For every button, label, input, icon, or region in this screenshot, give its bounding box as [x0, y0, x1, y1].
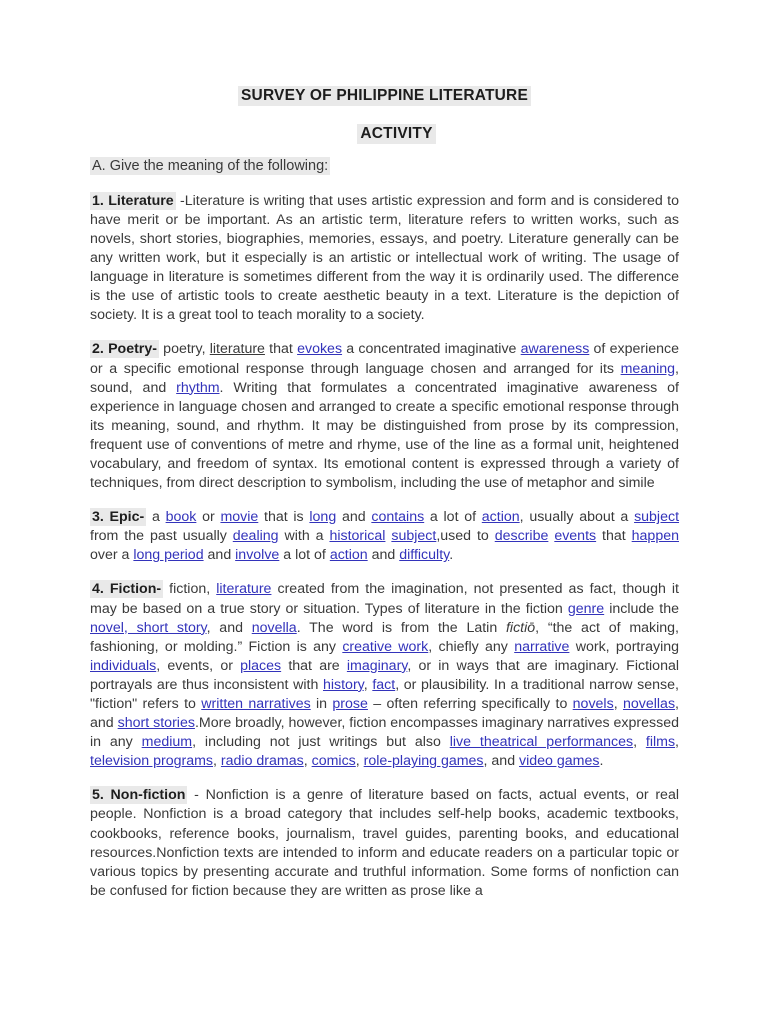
- body-text: a lot of: [279, 547, 330, 564]
- body-text: , “the act of making, fashioning, or molding.” Fiction is any: [90, 619, 679, 655]
- inline-link[interactable]: describe: [494, 528, 549, 545]
- inline-link[interactable]: book: [165, 509, 197, 526]
- body-text: fiction,: [163, 581, 217, 598]
- body-text: , or plausibility. In a traditional narrow sense, "fiction" refers to: [90, 676, 679, 712]
- body-text: a concentrated imaginative: [342, 341, 521, 358]
- body-text: , and: [483, 753, 520, 770]
- entry-term: 2. Poetry-: [92, 341, 157, 358]
- definition-entry: [90, 340, 679, 493]
- body-text: from the past usually: [90, 528, 233, 545]
- inline-link[interactable]: video games: [519, 753, 600, 770]
- inline-link[interactable]: narrative: [514, 638, 570, 655]
- inline-link[interactable]: evokes: [297, 341, 343, 358]
- inline-link[interactable]: genre: [567, 600, 605, 617]
- body-text: ,: [213, 753, 221, 770]
- inline-link[interactable]: long: [309, 509, 337, 526]
- body-text: . The word is from the Latin: [296, 619, 506, 636]
- italic-text: fictiō: [505, 619, 536, 636]
- inline-link[interactable]: role-playing games: [363, 753, 484, 770]
- document-title-text: SURVEY OF PHILIPPINE LITERATURE: [238, 86, 531, 106]
- document-subtitle-text: ACTIVITY: [357, 124, 435, 144]
- body-text: that: [264, 341, 298, 358]
- body-text: ,: [633, 734, 646, 751]
- inline-link[interactable]: prose: [332, 696, 368, 712]
- inline-link[interactable]: literature: [216, 581, 272, 598]
- inline-link[interactable]: meaning: [620, 360, 676, 377]
- entry-term: 5. Non-fiction: [92, 787, 186, 804]
- body-text: a lot of: [424, 509, 482, 526]
- body-text: a: [146, 509, 166, 526]
- entry-term: 1. Literature: [92, 192, 174, 209]
- inline-link[interactable]: action: [481, 509, 520, 526]
- inline-link[interactable]: history: [322, 676, 364, 693]
- body-text: . Writing that formulates a concentrated imaginative awareness of experience in language chosen and arranged to create a specific emotional response through its meaning, sound, and rhythm. It may be distinguished from prose by its compression, frequent use of conventions of metre and rhyme, use of the line as a formal unit, heightened vocabulary, and freedom of syntax. Its emotional content is expressed through a variety of techniques, from direct description to symbolism, including the use of metaphor and simile: [90, 379, 679, 492]
- inline-link[interactable]: long period: [133, 547, 204, 564]
- body-text: , including not just writings but also: [192, 734, 450, 751]
- body-text: .More broadly, however, fiction encompasses imaginary narratives expressed in any: [90, 715, 679, 751]
- body-text: , and: [90, 696, 679, 732]
- inline-link[interactable]: individuals: [90, 657, 157, 674]
- inline-link[interactable]: awareness: [520, 341, 590, 358]
- body-text: with a: [278, 528, 330, 545]
- definition-entry: [90, 508, 679, 565]
- body-text: ,used to: [436, 528, 495, 545]
- inline-link[interactable]: fact: [372, 676, 396, 693]
- body-text: , sound, and: [90, 360, 679, 396]
- entry-term: 3. Epic-: [92, 509, 145, 526]
- entry-term: 4. Fiction-: [92, 581, 162, 598]
- inline-link[interactable]: television programs: [90, 753, 214, 770]
- body-text: that: [596, 528, 632, 545]
- body-text: over a: [90, 547, 134, 564]
- inline-link[interactable]: novel, short story: [90, 619, 207, 636]
- inline-link[interactable]: medium: [141, 734, 193, 751]
- document-subtitle: [90, 125, 679, 144]
- inline-link[interactable]: events: [554, 528, 597, 545]
- inline-link[interactable]: films: [645, 734, 676, 751]
- body-text: – often referring specifically to: [367, 696, 573, 712]
- inline-link[interactable]: short stories: [117, 715, 195, 732]
- body-text: ,: [355, 753, 364, 770]
- body-text: work, portraying: [569, 638, 679, 655]
- document-title: [90, 87, 679, 106]
- underlined-text: literature: [209, 341, 265, 358]
- inline-link[interactable]: subject: [634, 509, 680, 526]
- body-text: , and: [206, 619, 252, 636]
- body-text: ,: [613, 696, 623, 712]
- body-text: -Literature is writing that uses artistic expression and form and is considered to have merit or be important. As an artistic term, literature refers to written works, such as novels, short stories, biographies, memories, essays, and poetry. Literature generally can be any written work, but it especially is an artistic or intellectual work of writing. The usage of language in literature is sometimes different from the way it is ordinarily used. The difference is the use of artistic tools to create aesthetic beauty in a text. Literature is the depiction of society. It is a great tool to teach morality to a society.: [90, 192, 679, 324]
- definition-entries: [90, 192, 679, 901]
- inline-link[interactable]: involve: [235, 547, 280, 564]
- inline-link[interactable]: historical: [329, 528, 386, 545]
- instruction-text: A. Give the meaning of the following:: [92, 158, 329, 175]
- inline-link[interactable]: action: [329, 547, 368, 564]
- body-text: ,: [303, 753, 312, 770]
- body-text: poetry,: [158, 341, 210, 358]
- inline-link[interactable]: difficulty: [399, 547, 450, 564]
- body-text: and: [203, 547, 236, 564]
- body-text: .: [449, 547, 454, 564]
- body-text: that are: [281, 657, 347, 674]
- inline-link[interactable]: movie: [220, 509, 259, 526]
- body-text: or: [196, 509, 221, 526]
- inline-link[interactable]: subject: [391, 528, 437, 545]
- body-text: , events, or: [156, 657, 241, 674]
- body-text: ,: [363, 676, 373, 693]
- inline-link[interactable]: dealing: [232, 528, 279, 545]
- inline-link[interactable]: written narratives: [201, 696, 311, 712]
- body-text: , or in ways that are imaginary. Fictional portrayals are thus inconsistent with: [90, 657, 679, 693]
- definition-entry: [90, 580, 679, 771]
- body-text: of experience or a specific emotional response through language chosen and arranged for its: [90, 341, 680, 377]
- body-text: - Nonfiction is a genre of literature based on facts, actual events, or real people. Nonfiction is a broad category that includes self-help books, academic textbooks, cookbooks, reference books, journalism, travel guides, parenting books, and educational resources.Nonfiction texts are intended to inform and educate readers on a particular topic or various topics by presenting accurate and truthful information. Some forms of nonfiction can be confused for fiction because they are written as prose like a: [90, 787, 679, 899]
- inline-link[interactable]: places: [240, 657, 282, 674]
- inline-link[interactable]: rhythm: [176, 379, 220, 396]
- inline-link[interactable]: novellas: [622, 696, 676, 712]
- body-text: .: [599, 753, 604, 770]
- body-text: include the: [604, 600, 679, 617]
- body-text: , chiefly any: [428, 638, 515, 655]
- body-text: that is: [258, 509, 310, 526]
- inline-link[interactable]: happen: [631, 528, 679, 545]
- inline-link[interactable]: contains: [371, 509, 425, 526]
- inline-link[interactable]: imaginary: [346, 657, 408, 674]
- body-text: created from the imagination, not presented as fact, though it may be based on a true story or situation. Types of literature in the fiction: [90, 581, 679, 617]
- definition-entry: [90, 192, 679, 326]
- inline-link[interactable]: creative work: [342, 638, 429, 655]
- inline-link[interactable]: novels: [572, 696, 614, 712]
- instruction-line: [90, 157, 679, 177]
- body-text: , usually about a: [519, 509, 635, 526]
- inline-link[interactable]: novella: [251, 619, 297, 636]
- body-text: in: [310, 696, 333, 712]
- inline-link[interactable]: live theatrical performances: [449, 734, 634, 751]
- document-body: [90, 0, 679, 901]
- definition-entry: [90, 786, 679, 901]
- body-text: ,: [675, 734, 679, 751]
- body-text: and: [336, 509, 372, 526]
- inline-link[interactable]: radio dramas: [220, 753, 304, 770]
- inline-link[interactable]: comics: [311, 753, 356, 770]
- body-text: and: [367, 547, 400, 564]
